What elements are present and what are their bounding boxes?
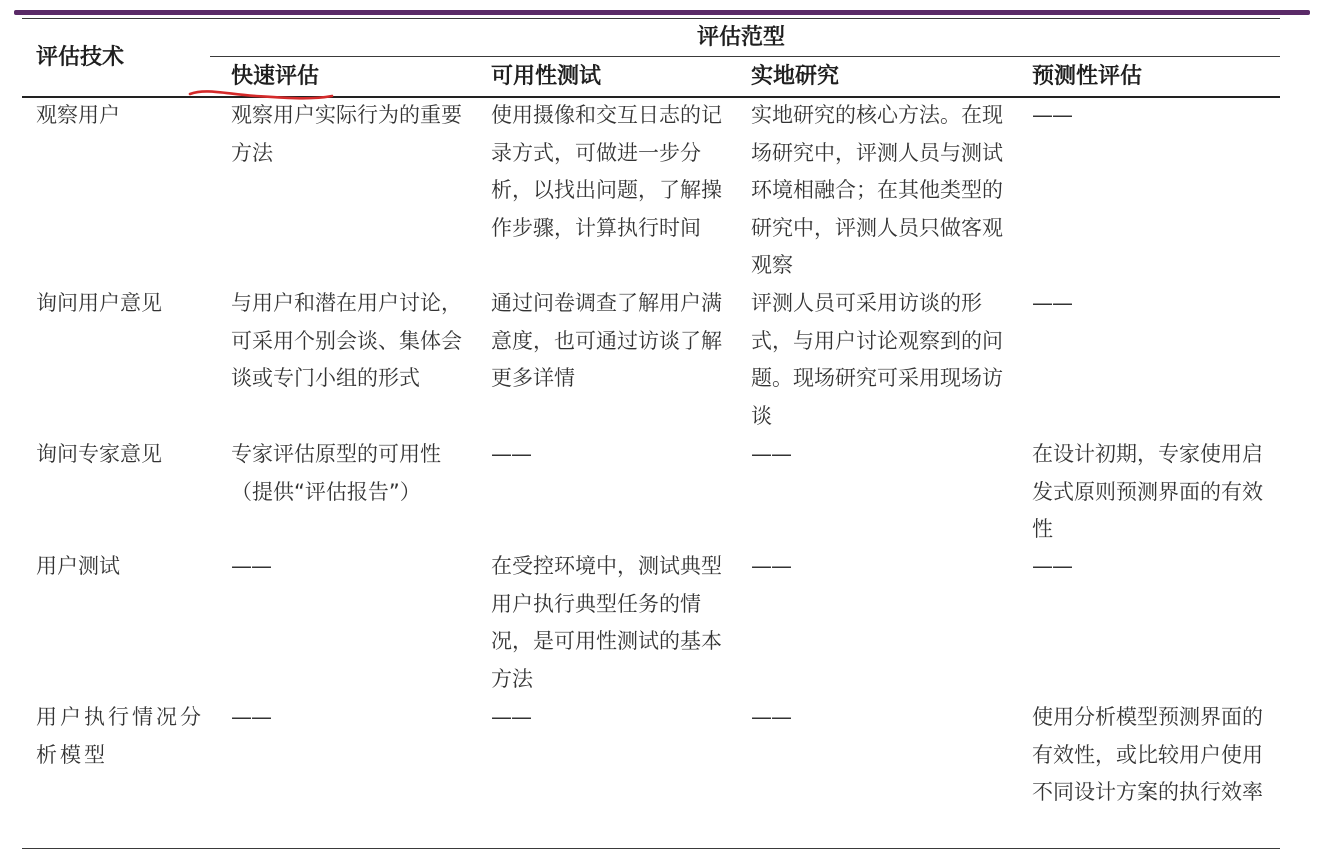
- cell-ask-users-field: 评测人员可采用访谈的形式，与用户讨论观察到的问题。现场研究可采用现场访谈: [751, 291, 1003, 428]
- cell-user-testing-predictive: ——: [1032, 554, 1072, 578]
- column-header-predictive-evaluation: 预测性评估: [1032, 64, 1143, 89]
- row-technique-ask-experts: 询问专家意见: [36, 442, 162, 466]
- top-accent-bar: [14, 10, 1310, 15]
- cell-observe-field: 实地研究的核心方法。在现场研究中，评测人员与测试环境相融合；在其他类型的研究中，评测人员只做客观观察: [751, 103, 1003, 277]
- cell-models-field: ——: [751, 705, 791, 729]
- column-header-quick-evaluation: 快速评估: [231, 64, 320, 89]
- cell-ask-experts-field: ——: [751, 442, 791, 466]
- cell-models-quick: ——: [231, 705, 271, 729]
- cell-models-usability: ——: [491, 705, 531, 729]
- cell-ask-experts-usability: ——: [491, 442, 531, 466]
- column-header-usability-testing: 可用性测试: [491, 64, 602, 89]
- table-bottom-rule: [22, 848, 1280, 849]
- paradigm-header: 评估范型: [697, 25, 786, 50]
- cell-user-testing-field: ——: [751, 554, 791, 578]
- cell-user-testing-usability: 在受控环境中，测试典型用户执行典型任务的情况，是可用性测试的基本方法: [491, 554, 722, 691]
- row-technique-observe-users: 观察用户: [36, 103, 120, 127]
- cell-user-testing-quick: ——: [231, 554, 271, 578]
- column-header-field-study: 实地研究: [751, 64, 840, 89]
- row-technique-performance-models: 用户执行情况分析模型: [36, 705, 204, 767]
- cell-ask-experts-predictive: 在设计初期，专家使用启发式原则预测界面的有效性: [1032, 442, 1263, 541]
- cell-observe-usability: 使用摄像和交互日志的记录方式，可做进一步分析，以找出问题，了解操作步骤，计算执行时间: [491, 103, 722, 240]
- row-technique-user-testing: 用户测试: [36, 554, 120, 578]
- cell-ask-users-predictive: ——: [1032, 291, 1072, 315]
- cell-ask-users-usability: 通过问卷调查了解用户满意度，也可通过访谈了解更多详情: [491, 291, 722, 390]
- paradigm-rule: [210, 56, 1280, 57]
- row-technique-ask-users: 询问用户意见: [36, 291, 162, 315]
- cell-observe-predictive: ——: [1032, 103, 1072, 127]
- technique-header: 评估技术: [36, 45, 125, 70]
- cell-observe-quick: 观察用户实际行为的重要方法: [231, 103, 462, 165]
- cell-ask-experts-quick: 专家评估原型的可用性（提供“评估报告”）: [231, 442, 441, 504]
- cell-models-predictive: 使用分析模型预测界面的有效性，或比较用户使用不同设计方案的执行效率: [1032, 705, 1263, 804]
- cell-ask-users-quick: 与用户和潜在用户讨论，可采用个别会谈、集体会谈或专门小组的形式: [231, 291, 462, 390]
- table-top-rule: [22, 18, 1280, 19]
